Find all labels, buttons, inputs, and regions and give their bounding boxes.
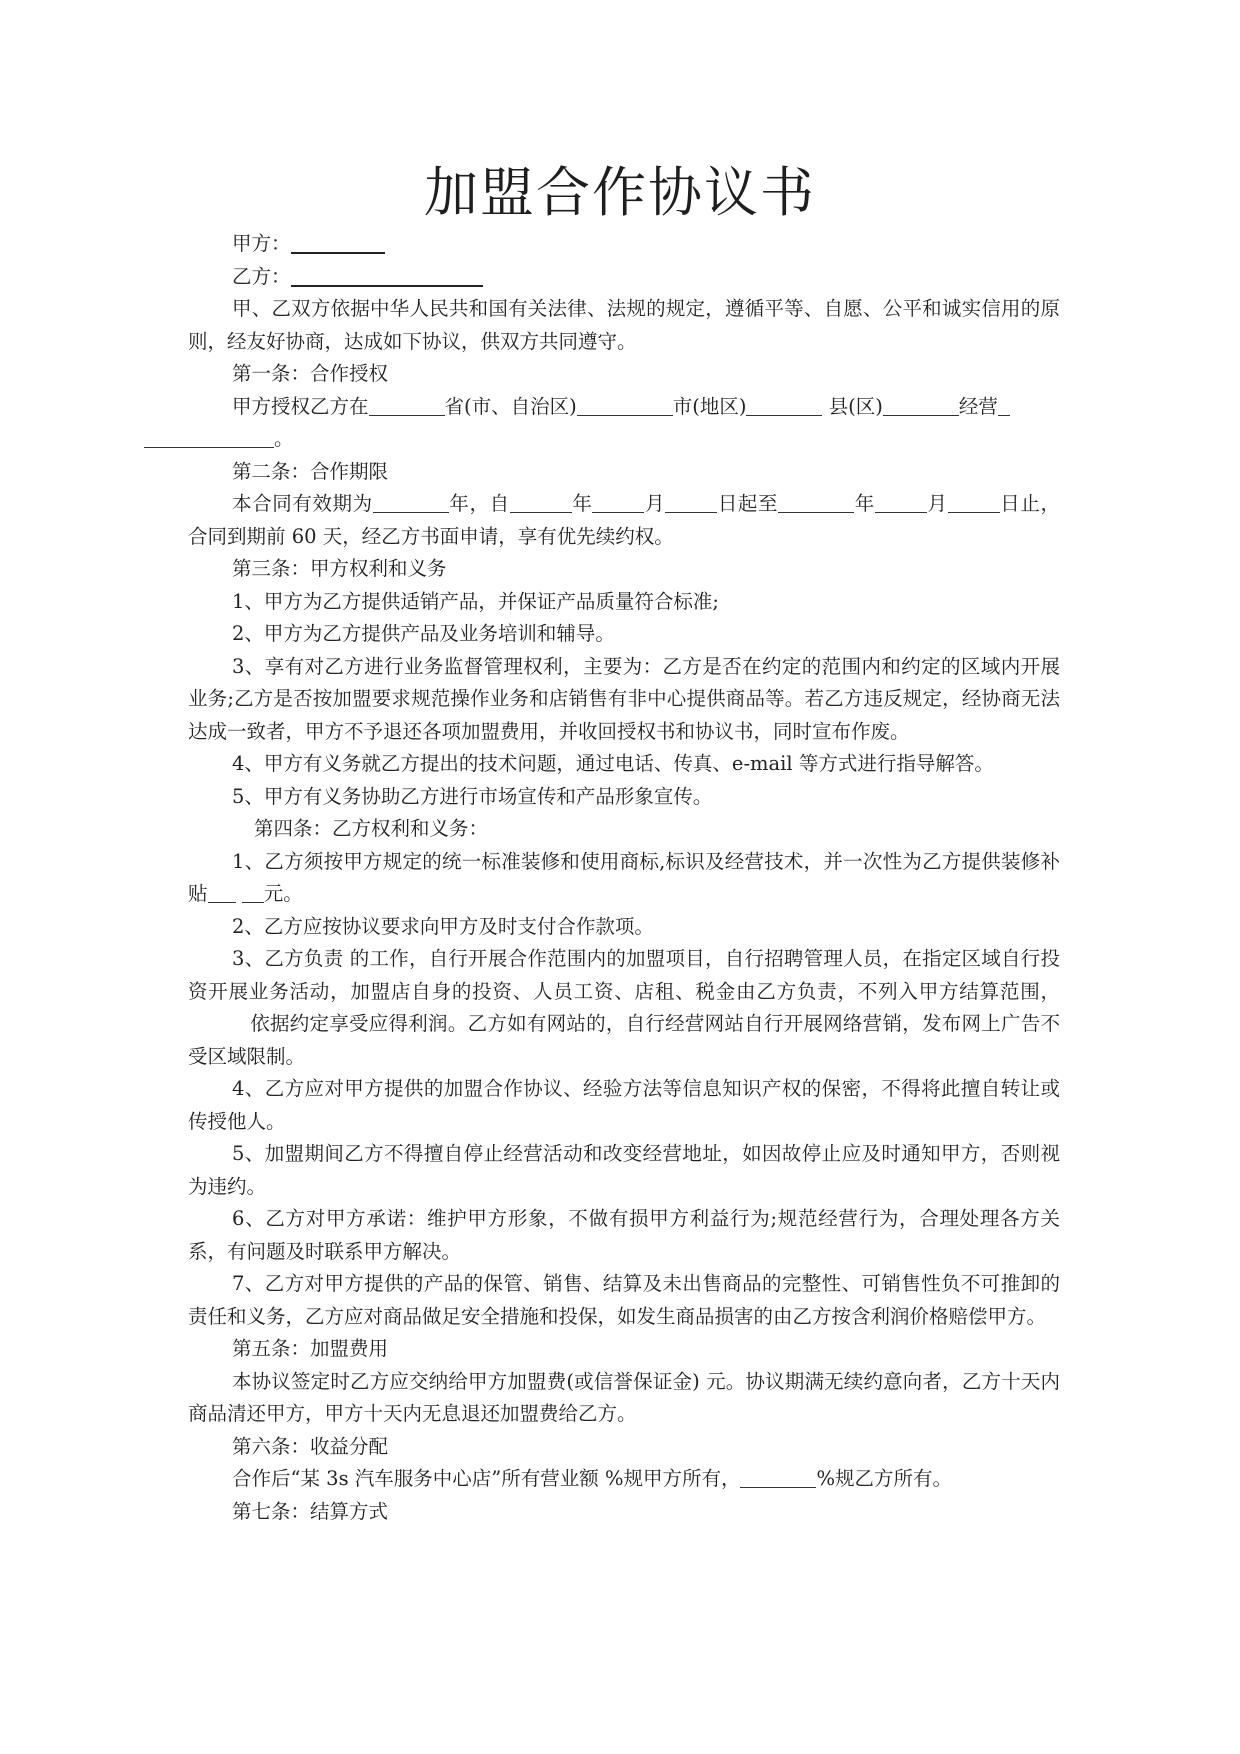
years-blank bbox=[373, 490, 449, 513]
party-b-blank bbox=[291, 261, 483, 287]
end-month-blank bbox=[875, 490, 927, 513]
article-4-item-5: 5、加盟期间乙方不得擅自停止经营活动和改变经营地址，如因故停止应及时通知甲方，否则视为违约。 bbox=[188, 1142, 1060, 1198]
article-3-item-5: 5、甲方有义务协助乙方进行市场宣传和产品形象宣传。 bbox=[232, 784, 713, 808]
document-body bbox=[188, 228, 1060, 1528]
article-3-item-4: 4、甲方有义务就乙方提出的技术问题，通过电话、传真、e-mail 等方式进行指导解答。 bbox=[232, 752, 994, 775]
text-span: 依据约定享受应得利润。乙方如有网站的，自行经营网站自行开展网络营销，发布网上广告不受区域限制。 bbox=[188, 1012, 1060, 1068]
text-span: 年 bbox=[854, 492, 875, 515]
text-span: 月 bbox=[926, 492, 948, 515]
end-day-blank bbox=[948, 490, 1000, 513]
text-span: 年 bbox=[571, 492, 593, 515]
article-6-body bbox=[188, 1463, 1060, 1496]
article-4-item-4: 4、乙方应对甲方提供的加盟合作协议、经验方法等信息知识产权的保密，不得将此擅自转让或传授他人。 bbox=[188, 1077, 1060, 1133]
city-blank bbox=[577, 393, 673, 416]
text-span: %规乙方所有。 bbox=[816, 1467, 953, 1490]
article-4-item-2: 2、乙方应按协议要求向甲方及时支付合作款项。 bbox=[232, 914, 654, 938]
text-span: 省(市、自治区) bbox=[444, 394, 577, 418]
subsidy-blank-2 bbox=[242, 880, 264, 903]
party-a-line bbox=[188, 228, 1060, 261]
party-a-label: 甲方： bbox=[232, 232, 291, 255]
article-3-item-1: 1、甲方为乙方提供适销产品，并保证产品质量符合标准; bbox=[232, 589, 719, 613]
text-span: 3、乙方负责 的工作，自行开展合作范围内的加盟项目，自行招聘管理人员，在指定区域自行投资开展业务活动，加盟店自身的投资、人员工资、店租、税金由乙方负责，不列入甲方结算范围， bbox=[188, 947, 1060, 1003]
start-day-blank bbox=[665, 490, 717, 513]
text-span: 。 bbox=[274, 427, 294, 450]
text-span: 年，自 bbox=[448, 492, 510, 515]
article-5-title: 第五条：加盟费用 bbox=[232, 1337, 389, 1360]
article-4-item-3 bbox=[188, 943, 1060, 1073]
end-year-blank bbox=[778, 490, 854, 513]
text-span: 经营 bbox=[958, 394, 998, 418]
text-span: 甲方授权乙方在 bbox=[232, 394, 369, 418]
party-b-line bbox=[188, 261, 1060, 294]
text-span: 元。 bbox=[263, 882, 303, 905]
text-span: 合作后“某 3s 汽车服务中心店”所有营业额 %规甲方所有， bbox=[232, 1467, 741, 1490]
article-2-body bbox=[188, 488, 1060, 553]
text-span: 本合同有效期为 bbox=[232, 492, 373, 515]
document-title: 加盟合作协议书 bbox=[424, 161, 816, 224]
intro-paragraph: 甲、乙双方依据中华人民共和国有关法律、法规的规定，遵循平等、自愿、公平和诚实信用的原则，经友好协商，达成如下协议，供双方共同遵守。 bbox=[188, 297, 1060, 353]
article-6-title: 第六条：收益分配 bbox=[232, 1434, 389, 1458]
start-year-blank bbox=[510, 490, 572, 513]
province-blank bbox=[369, 393, 445, 416]
county-blank bbox=[883, 393, 959, 416]
article-7-title: 第七条：结算方式 bbox=[232, 1499, 389, 1523]
text-span: 日起至 bbox=[717, 492, 779, 515]
start-month-blank bbox=[592, 490, 644, 513]
party-b-label: 乙方： bbox=[232, 264, 291, 288]
text-span: 县(区) bbox=[822, 394, 883, 418]
business-blank bbox=[998, 393, 1010, 416]
article-5-body: 本协议签定时乙方应交纳给甲方加盟费(或信誉保证金) 元。协议期满无续约意向者，乙方十天内商品清还甲方，甲方十天内无息退还加盟费给乙方。 bbox=[188, 1369, 1060, 1425]
party-a-blank bbox=[291, 228, 385, 254]
subsidy-blank bbox=[208, 880, 236, 903]
text-span: 月 bbox=[644, 492, 666, 515]
article-2-title: 第二条：合作期限 bbox=[232, 459, 389, 483]
text-span: 市(地区) bbox=[672, 394, 747, 418]
business-blank-cont bbox=[144, 425, 274, 448]
article-1-body bbox=[188, 391, 1060, 456]
district-blank bbox=[746, 393, 822, 416]
text-span: 1、乙方须按甲方规定的统一标准装修和使用商标,标识及经营技术，并一次性为乙方提供装修补贴 bbox=[188, 849, 1060, 905]
article-3-item-2: 2、甲方为乙方提供产品及业务培训和辅导。 bbox=[232, 622, 615, 645]
article-4-item-1 bbox=[188, 846, 1060, 911]
article-4-title: 第四条：乙方权利和义务： bbox=[254, 817, 489, 840]
article-3-title: 第三条：甲方权利和义务 bbox=[232, 557, 447, 580]
article-3-item-3: 3、享有对乙方进行业务监督管理权利，主要为：乙方是否在约定的范围内和约定的区域内开展业务;乙方是否按加盟要求规范操作业务和店销售有非中心提供商品等。若乙方违反规定，经协商无法达成一致者，甲方不予退还各项加盟费用，并收回授权书和协议书，同时宣布作废。 bbox=[188, 654, 1060, 743]
text-span: 日止，合同到期前 60 天，经乙方书面申请，享有优先续约权。 bbox=[188, 492, 1060, 548]
article-1-title: 第一条：合作授权 bbox=[232, 362, 389, 385]
article-4-item-6: 6、乙方对甲方承诺：维护甲方形象，不做有损甲方利益行为;规范经营行为，合理处理各方关系，有问题及时联系甲方解决。 bbox=[188, 1207, 1060, 1263]
share-blank bbox=[740, 1465, 816, 1488]
article-4-item-7: 7、乙方对甲方提供的产品的保管、销售、结算及未出售商品的完整性、可销售性负不可推卸的责任和义务，乙方应对商品做足安全措施和投保，如发生商品损害的由乙方按含利润价格赔偿甲方。 bbox=[188, 1272, 1060, 1328]
